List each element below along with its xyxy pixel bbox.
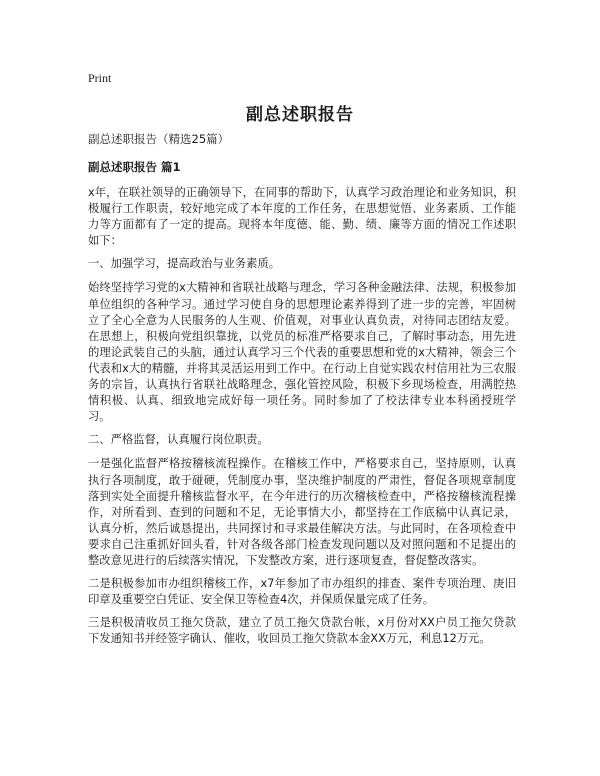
paragraph-intro: x年，在联社领导的正确领导下，在同事的帮助下，认真学习政治理论和业务知识，积极履行工作职责，较好地完成了本年度的工作任务，在思想觉悟、业务素质、工作能力等方面都有了一定的提高。现将本年度德、能、勤、绩、廉等方面的情况工作述职如下：	[88, 186, 516, 248]
document-body	[88, 185, 516, 654]
paragraph-study: 始终坚持学习党的x大精神和省联社战略与理念，学习各种金融法律、法规，积极参加单位组织的各种学习。通过学习使自身的思想理论素养得到了进一步的完善，牢固树立了全心全意为人民服务的人生观、价值观，对事业认真负责，对待同志团结友爱。在思想上，积极向党组织靠拢，以党员的标准严格要求自己，了解时事动态，用先进的理论武装自己的头脑，通过认真学习三个代表的重要思想和党的x大精神，领会三个代表和x大的精髓，并将其灵活运用到工作中。在行动上自觉实践农村信用社为三农服务的宗旨，认真执行省联社战略理念，强化管控风险，积极下乡现场检查，用满腔热情积极、认真、细致地完成好每一项任务。同时参加了了校法律专业本科函授班学习。	[88, 281, 516, 424]
paragraph-supervision-3: 三是积极清收员工拖欠贷款，建立了员工拖欠贷款台帐，x月份对XX户员工拖欠贷款下发通知书并经签字确认、催收，收回员工拖欠贷款本金XX万元，利息12万元。	[88, 616, 516, 646]
section-heading: 副总述职报告 篇1	[88, 160, 181, 174]
print-link[interactable]: Print	[88, 71, 112, 85]
document-title: 副总述职报告	[246, 105, 354, 125]
paragraph-heading-study: 一、加强学习，提高政治与业务素质。	[88, 257, 281, 271]
paragraph-heading-supervision: 二、严格监督，认真履行岗位职责。	[88, 433, 269, 447]
paragraph-supervision-2: 二是积极参加市办组织稽核工作，x7年参加了市办组织的排查、案件专项治理、庚旧印章及重要空白凭证、安全保卫等检查4次，并保质保量完成了任务。	[88, 577, 516, 607]
paragraph-supervision-1: 一是强化监督严格按稽核流程操作。在稽核工作中，严格要求自己，坚持原则，认真执行各项制度，敢于碰硬，凭制度办事，坚决维护制度的严肃性，督促各项规章制度落到实处全面提升稽核监督水平，在今年进行的历次稽核检查中，严格按稽核流程操作，对所看到、查到的问题和不足，无论事情大小，都坚持在工作底稿中认真记录，认真分析，然后诚恳提出，共同探讨和寻求最佳解决方法。与此同时，在各项检查中要求自己注重抓好回头看，针对各级各部门检查发现问题以及对照问题和不足提出的整改意见进行的后续落实情况，下发整改方案，进行逐项复查，督促整改落实。	[88, 457, 516, 567]
document-subtitle: 副总述职报告（精选25篇）	[88, 132, 230, 146]
